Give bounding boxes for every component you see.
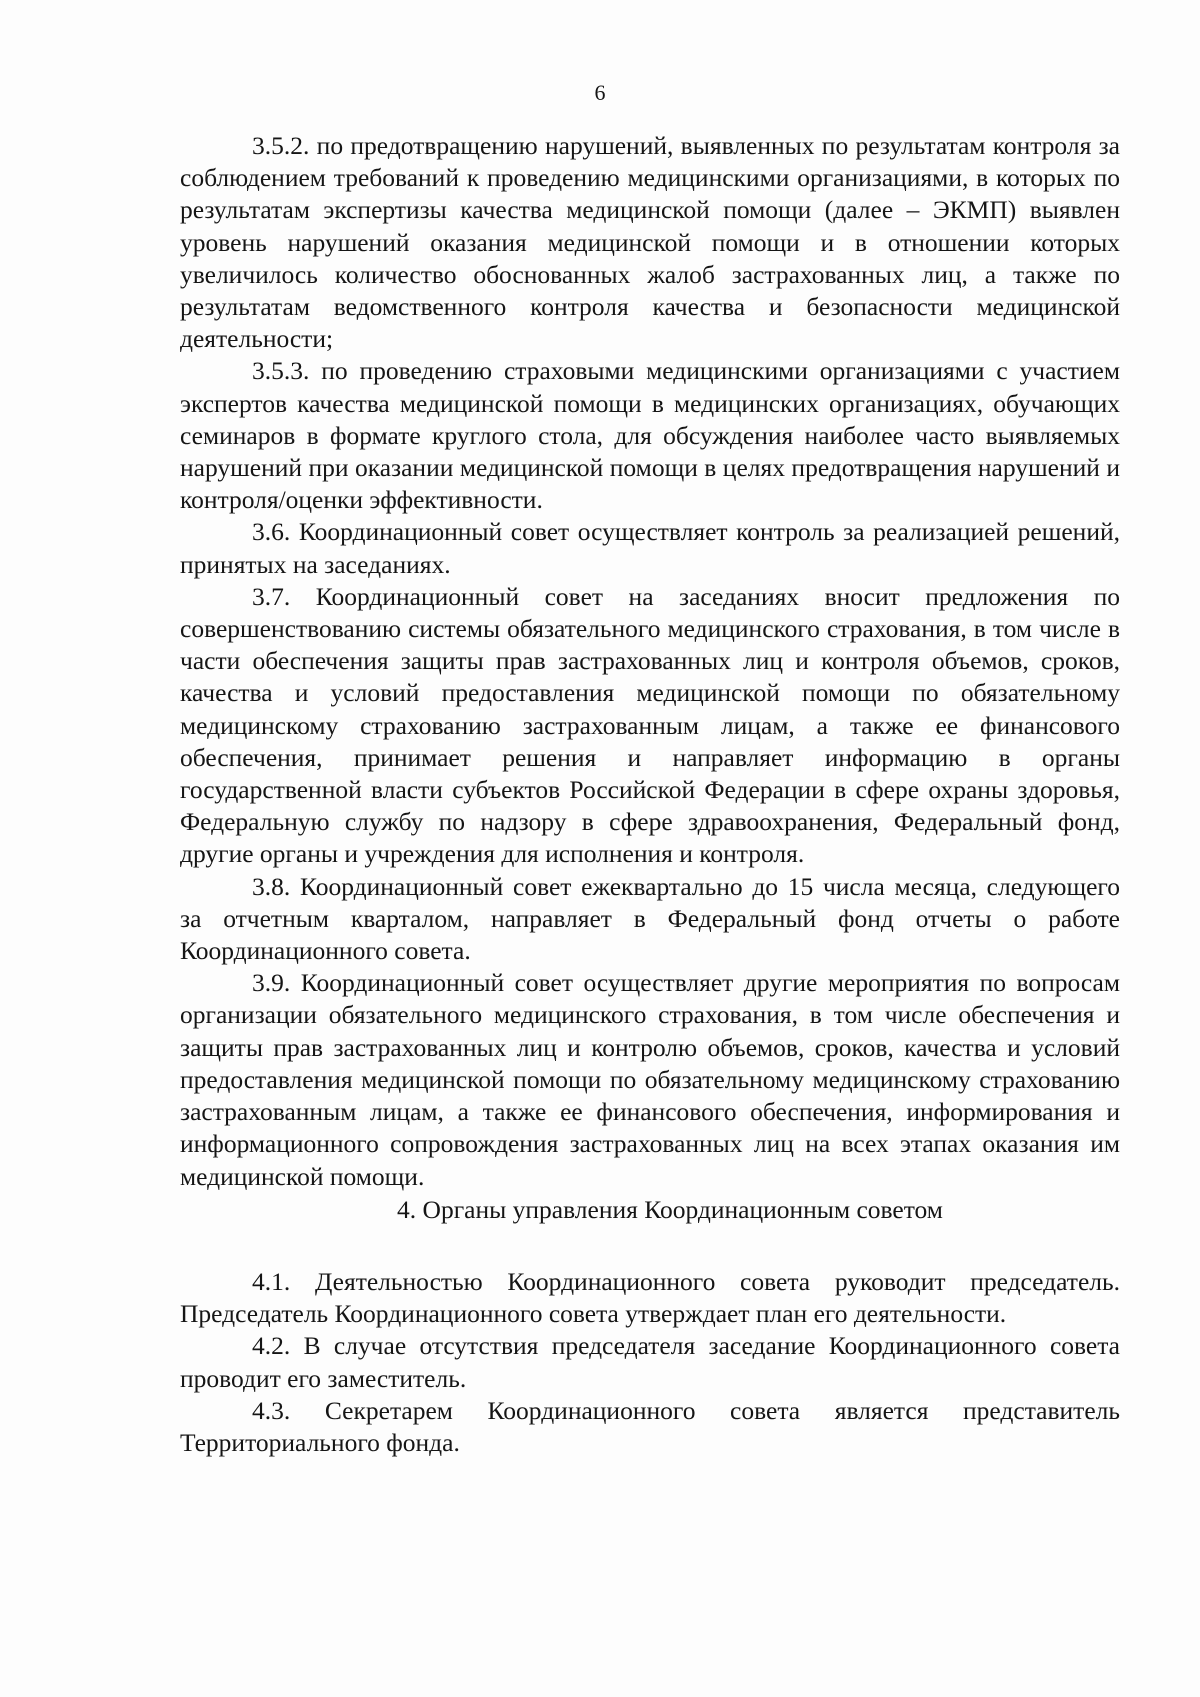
paragraph-3-9: 3.9. Координационный совет осуществляет другие мероприятия по вопросам организации обязательного медицинского страхования, в том числе обеспечения и защиты прав застрахованных лиц и контролю объемов, сроков, качества и условий предоставления медицинской помощи по обязательному медицинскому страхованию застрахованным лицам, а также ее финансового обеспечения, информирования и информационного сопровождения застрахованных лиц на всех этапах оказания им медицинской помощи. xyxy=(180,968,1120,1191)
paragraph-3-5-3: 3.5.3. по проведению страховыми медицинскими организациями с участием экспертов качества медицинской помощи в медицинских организациях, обучающих семинаров в формате круглого стола, для обсуждения наиболее часто выявляемых нарушений при оказании медицинской помощи в целях предотвращения нарушений и контроля/оценки эффективности. xyxy=(180,356,1120,515)
paragraph-4-3: 4.3. Секретарем Координационного совета является представитель Территориального фонда. xyxy=(180,1395,1120,1457)
section-heading: 4. Органы управления Координационным советом xyxy=(397,1194,943,1224)
paragraph-3-6: 3.6. Координационный совет осуществляет контроль за реализацией решений, принятых на заседаниях. xyxy=(180,517,1120,579)
paragraph-4-1: 4.1. Деятельностью Координационного совета руководит председатель. Председатель Координационного совета утверждает план его деятельности. xyxy=(180,1266,1120,1329)
document-body xyxy=(180,130,1120,1459)
page-number: 6 xyxy=(594,80,606,105)
paragraph-3-8: 3.8. Координационный совет ежеквартально до 15 числа месяца, следующего за отчетным кварталом, направляет в Федеральный фонд отчеты о работе Координационного совета. xyxy=(180,871,1120,966)
section-spacer xyxy=(180,1226,1120,1266)
paragraph-3-5-2: 3.5.2. по предотвращению нарушений, выявленных по результатам контроля за соблюдением требований к проведению медицинскими организациями, в которых по результатам экспертизы качества медицинской помощи (далее – ЭКМП) выявлен уровень нарушений оказания медицинской помощи и в отношении которых увеличилось количество обоснованных жалоб застрахованных лиц, а также по результатам ведомственного контроля качества и безопасности медицинской деятельности; xyxy=(180,131,1120,354)
paragraph-3-7: 3.7. Координационный совет на заседаниях вносит предложения по совершенствованию системы обязательного медицинского страхования, в том числе в части обеспечения защиты прав застрахованных лиц и контроля объемов, сроков, качества и условий предоставления медицинской помощи по обязательному медицинскому страхованию застрахованным лицам, а также ее финансового обеспечения, принимает решения и направляет информацию в органы государственной власти субъектов Российской Федерации в сфере охраны здоровья, Федеральную службу по надзору в сфере здравоохранения, Федеральный фонд, другие органы и учреждения для исполнения и контроля. xyxy=(180,581,1120,869)
paragraph-4-2: 4.2. В случае отсутствия председателя заседание Координационного совета проводит его заместитель. xyxy=(180,1331,1120,1393)
